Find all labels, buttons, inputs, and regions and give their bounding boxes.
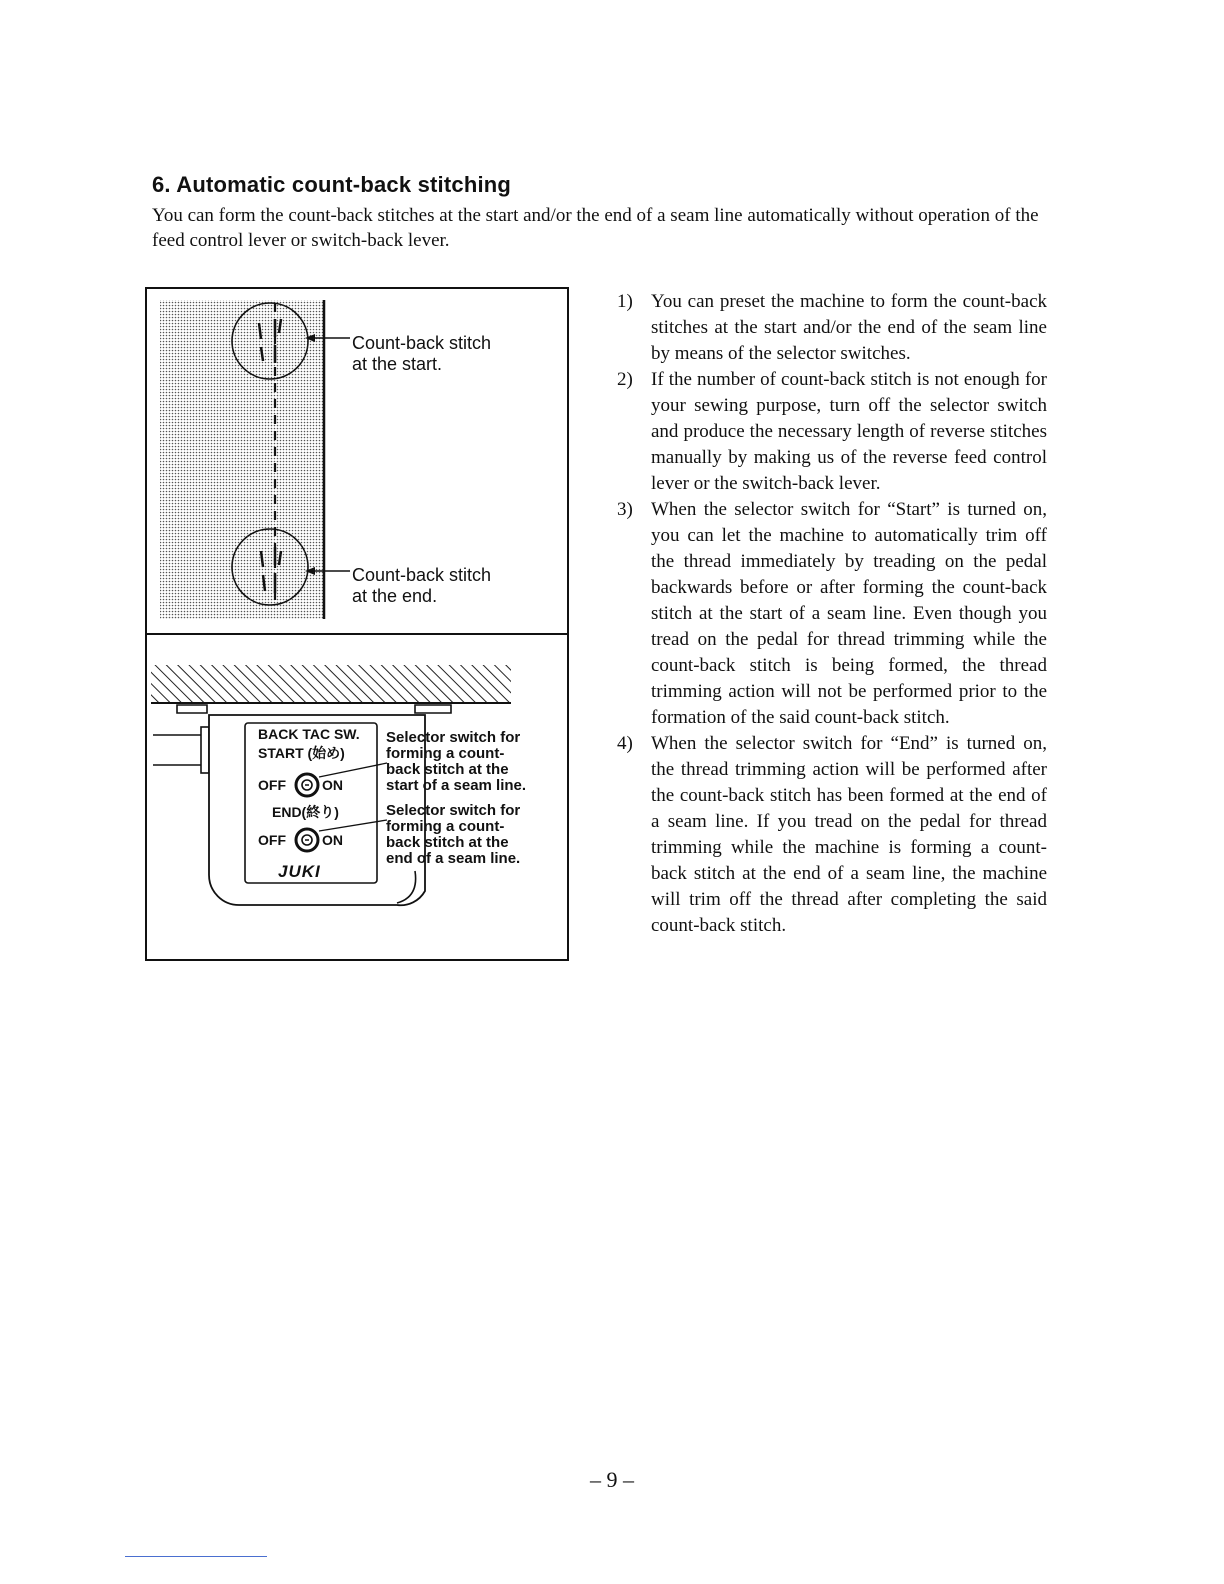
start-selector-callout-line2: forming a count- bbox=[386, 745, 505, 762]
instruction-number: 3) bbox=[617, 499, 633, 520]
end-selector-callout-line3: back stitch at the bbox=[386, 834, 509, 851]
fabric-swatch bbox=[160, 300, 324, 619]
start-selector-callout-line3: back stitch at the bbox=[386, 761, 509, 778]
end-switch-label: END(終り) bbox=[272, 804, 339, 820]
end-on-label: ON bbox=[322, 832, 343, 848]
instruction-text: If the number of count-back stitch is not enough for your sewing purpose, turn off the selector switch and produce the necessary length of reverse stitches manually by making us of the reverse feed control lever or the switch-back lever. bbox=[651, 369, 1047, 494]
instruction-item bbox=[617, 289, 1047, 367]
instruction-number: 1) bbox=[617, 291, 633, 312]
instruction-number: 2) bbox=[617, 369, 633, 390]
end-selector-callout-line2: forming a count- bbox=[386, 818, 505, 835]
instruction-text: You can preset the machine to form the count-back stitches at the start and/or the end of the seam line by means of the selector switches. bbox=[651, 291, 1047, 364]
footer-rule bbox=[125, 1556, 267, 1557]
instruction-text: When the selector switch for “Start” is turned on, you can let the machine to automatically trim off the thread immediately by treading on the pedal backwards before or after forming the count-back stitch at the start of a seam line. Even though you tread on the pedal for thread trimming while the count-back stitch is being formed, the thread trimming action will not be performed prior to the formation of the said count-back stitch. bbox=[651, 499, 1047, 728]
section-title: 6. Automatic count-back stitching bbox=[152, 172, 512, 197]
instruction-list bbox=[617, 289, 1047, 939]
start-selector-callout-line4: start of a seam line. bbox=[386, 777, 527, 794]
start-switch-label: START (始め) bbox=[258, 745, 345, 761]
instruction-item bbox=[617, 367, 1047, 497]
back-tac-switch-title: BACK TAC SW. bbox=[258, 726, 360, 742]
end-off-label: OFF bbox=[258, 832, 286, 848]
start-on-label: ON bbox=[322, 777, 343, 793]
callout-start-stitch-line1: Count-back stitch bbox=[352, 333, 492, 353]
page-number: – 9 – bbox=[590, 1467, 634, 1492]
instruction-text: When the selector switch for “End” is turned on, the thread trimming action will be performed after the count-back stitch has been formed at the end of a seam line. If you tread on the pedal for thread trimming while the machine is forming a count-back stitch at the end of a seam line, the machine will trim off the thread after completing the said count-back stitch. bbox=[651, 733, 1047, 936]
callout-end-stitch-line1: Count-back stitch bbox=[352, 565, 492, 585]
callout-start-stitch-line2: at the start. bbox=[352, 354, 443, 374]
juki-logo: JUKI bbox=[278, 862, 321, 881]
end-selector-callout-line1: Selector switch for bbox=[386, 802, 521, 819]
start-selector-callout-line1: Selector switch for bbox=[386, 729, 521, 746]
callout-end-stitch-line2: at the end. bbox=[352, 586, 438, 606]
instruction-item bbox=[617, 497, 1047, 731]
start-off-label: OFF bbox=[258, 777, 286, 793]
switch-panel-illustration bbox=[147, 635, 567, 959]
instruction-item bbox=[617, 731, 1047, 939]
section-intro: You can form the count-back stitches at the start and/or the end of a seam line automatically without operation of the feed control lever or switch-back lever. bbox=[152, 205, 1039, 251]
instruction-number: 4) bbox=[617, 733, 633, 754]
end-selector-callout-line4: end of a seam line. bbox=[386, 850, 521, 867]
table-underside bbox=[151, 665, 511, 703]
